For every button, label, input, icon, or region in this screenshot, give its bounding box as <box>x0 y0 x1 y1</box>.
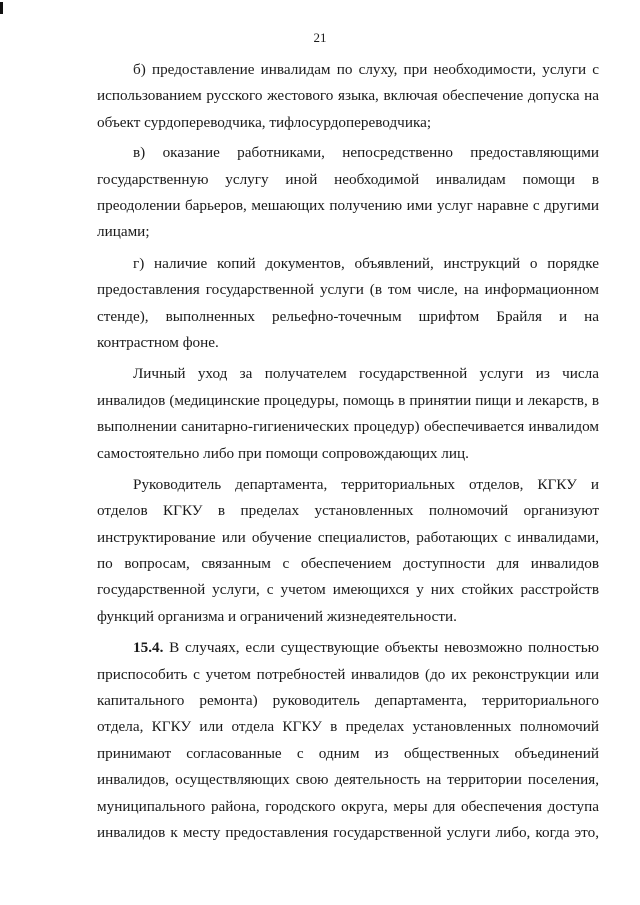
paragraph-v <box>97 140 599 246</box>
text-line: г) наличие копий документов, объявлений, инструкций о порядке <box>133 254 599 272</box>
paragraph-personal-care <box>97 361 599 467</box>
text-line: объект сурдопереводчика, тифлосурдопереводчика; <box>97 113 432 131</box>
text-line: лицами; <box>97 223 150 241</box>
paragraph-training <box>97 472 599 630</box>
text-line: инвалидов к месту предоставления государственной услуги либо, когда это, <box>97 824 599 842</box>
text-line: в) оказание работниками, непосредственно предоставляющими <box>133 144 599 162</box>
text-line: принимают согласованные с одним из общественных объединений <box>97 744 599 762</box>
text-line: государственную услугу иной необходимой инвалидам помощи в <box>97 170 599 188</box>
text-line: инвалидов, осуществляющих свою деятельность на территории поселения, <box>97 771 599 789</box>
text-line: контрастном фоне. <box>97 333 219 351</box>
text-line: стенде), выполненных рельефно-точечным шрифтом Брайля и на <box>97 307 599 325</box>
text-line-rest: В случаях, если существующие объекты невозможно полностью <box>163 639 599 657</box>
text-line: б) предоставление инвалидам по слуху, при необходимости, услуги с <box>133 61 599 78</box>
text-line: Руководитель департамента, территориальных отделов, КГКУ и <box>133 475 599 493</box>
text-line: капитального ремонта) руководитель департамента, территориального <box>97 692 599 710</box>
text-line: муниципального района, городского округа, меры для обеспечения доступа <box>97 797 599 815</box>
text-line: Личный уход за получателем государственной услуги из числа <box>133 365 599 383</box>
text-line: инвалидов (медицинские процедуры, помощь в принятии пищи и лекарств, в <box>97 391 599 409</box>
text-line: приспособить с учетом потребностей инвалидов (до их реконструкции или <box>97 665 599 683</box>
text-line: самостоятельно либо при помощи сопровождающих лиц. <box>97 444 469 462</box>
paragraph-g <box>97 251 599 357</box>
paragraph-15-4 <box>97 635 599 846</box>
text-line: инструктирование или обучение специалистов, работающих с инвалидами, <box>97 528 599 546</box>
paragraph-b <box>97 57 599 136</box>
text-line: государственной услуги, с учетом имеющихся у них стойких расстройств <box>97 581 599 599</box>
text-line: по вопросам, связанным с обеспечением доступности для инвалидов <box>97 555 599 573</box>
text-line: предоставления государственной услуги (в том числе, на информационном <box>97 281 599 299</box>
text-line: отделов КГКУ в пределах установленных полномочий организуют <box>97 502 599 520</box>
text-line <box>97 635 599 661</box>
text-line: отдела, КГКУ или отдела КГКУ в пределах установленных полномочий <box>97 718 599 736</box>
scan-edge-mark <box>0 2 3 14</box>
text-line: преодолении барьеров, мешающих получению ими услуг наравне с другими <box>97 196 599 214</box>
section-number: 15.4. <box>133 639 164 657</box>
text-line: функций организма и ограничений жизнедеятельности. <box>97 607 457 625</box>
text-line: выполнении санитарно-гигиенических процедур) обеспечивается инвалидом <box>97 418 599 436</box>
page-number: 21 <box>313 30 327 45</box>
document-body <box>97 57 599 851</box>
text-line: использованием русского жестового языка, включая обеспечение допуска на <box>97 87 599 105</box>
